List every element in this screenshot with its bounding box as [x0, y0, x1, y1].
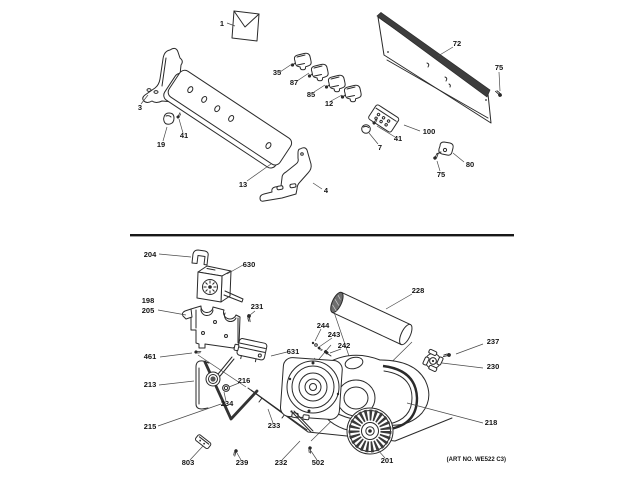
callout-233-bracket: 233: [267, 421, 281, 430]
part-630-timer: [197, 266, 243, 302]
part-803: [195, 434, 212, 449]
callout-19-knob: 19: [156, 140, 166, 149]
callout-41-right: 41: [393, 134, 403, 143]
part-75-screw-bottom: [432, 153, 440, 160]
callout-75-top: 75: [494, 63, 504, 72]
callout-204-clip: 204: [143, 250, 157, 259]
part-75-screw-top: [495, 90, 502, 98]
callout-72-backsplash: 72: [452, 39, 462, 48]
callout-4-endcap: 4: [323, 186, 329, 195]
callout-239-screw: 239: [235, 458, 249, 467]
part-230-coupler: [422, 349, 443, 372]
callout-244: 244: [316, 321, 330, 330]
callout-234-washer: 234: [220, 399, 234, 408]
callout-461-screw: 461: [143, 352, 157, 361]
callout-803: 803: [181, 458, 195, 467]
callout-231-screw: 231: [250, 302, 264, 311]
part-87-switch: [308, 64, 328, 81]
callout-labels-bottom: [142, 250, 500, 467]
part-7-knob: [362, 125, 371, 134]
callout-213-idler: 213: [143, 380, 157, 389]
callout-7-knob: 7: [377, 143, 383, 152]
callout-242: 242: [337, 341, 351, 350]
motor-blower-assembly: [142, 250, 506, 467]
part-35-switch: [291, 53, 311, 70]
callout-87-switch: 87: [289, 78, 299, 87]
part-215-belt: [205, 362, 257, 419]
part-201-blower-wheel: [347, 408, 393, 454]
part-461-screw: [194, 349, 201, 355]
callout-502-screw: 502: [311, 458, 325, 467]
part-100-switch-block: [368, 104, 400, 133]
callout-41-left: 41: [179, 131, 189, 140]
part-237-screw: [443, 352, 451, 359]
callout-75-bottom: 75: [436, 170, 446, 179]
callout-228-heater: 228: [411, 286, 425, 295]
callout-216-ring: 216: [237, 376, 251, 385]
callout-230-coupler: 230: [486, 362, 500, 371]
callout-198-bracket: 198: [141, 296, 155, 305]
callout-35-switch: 35: [272, 68, 282, 77]
part-216-ring: [223, 385, 230, 392]
callout-1-paper: 1: [219, 19, 225, 28]
section-divider: [130, 234, 514, 236]
part-231-screw: [246, 314, 253, 322]
callout-218-motor: 218: [484, 418, 498, 427]
part-228-heater: [328, 291, 414, 347]
part-72-backsplash: [377, 13, 491, 124]
part-1-paper: [232, 11, 259, 41]
motor-front-plate: [280, 357, 343, 420]
part-13-control-panel: [161, 67, 293, 172]
callout-243: 243: [327, 330, 341, 339]
callout-85-switch: 85: [306, 90, 316, 99]
part-502-screw: [307, 446, 314, 453]
callout-12-switch: 12: [324, 99, 334, 108]
callout-13-panel: 13: [238, 180, 248, 189]
part-85-switch: [325, 75, 345, 92]
control-panel-assembly: [138, 11, 503, 201]
part-41-screw-left: [175, 113, 182, 119]
part-204-clip: [192, 250, 208, 265]
callout-100-block: 100: [422, 127, 436, 136]
callout-631-switch: 631: [286, 347, 300, 356]
callout-232-rod: 232: [274, 458, 288, 467]
art-number-label: (ART NO. WE522 C3): [446, 457, 506, 463]
callout-80: 80: [465, 160, 475, 169]
callout-3-endcap: 3: [137, 103, 143, 112]
callout-237-screw: 237: [486, 337, 500, 346]
callout-201-blower: 201: [380, 456, 394, 465]
callout-215-belt: 215: [143, 422, 157, 431]
part-80: [437, 142, 453, 155]
callout-630-timer: 630: [242, 260, 256, 269]
part-198-205-bracket: [182, 306, 240, 348]
callout-205-bracket: 205: [141, 306, 155, 315]
part-12-switch: [341, 85, 361, 102]
part-19-knob: [164, 113, 174, 124]
